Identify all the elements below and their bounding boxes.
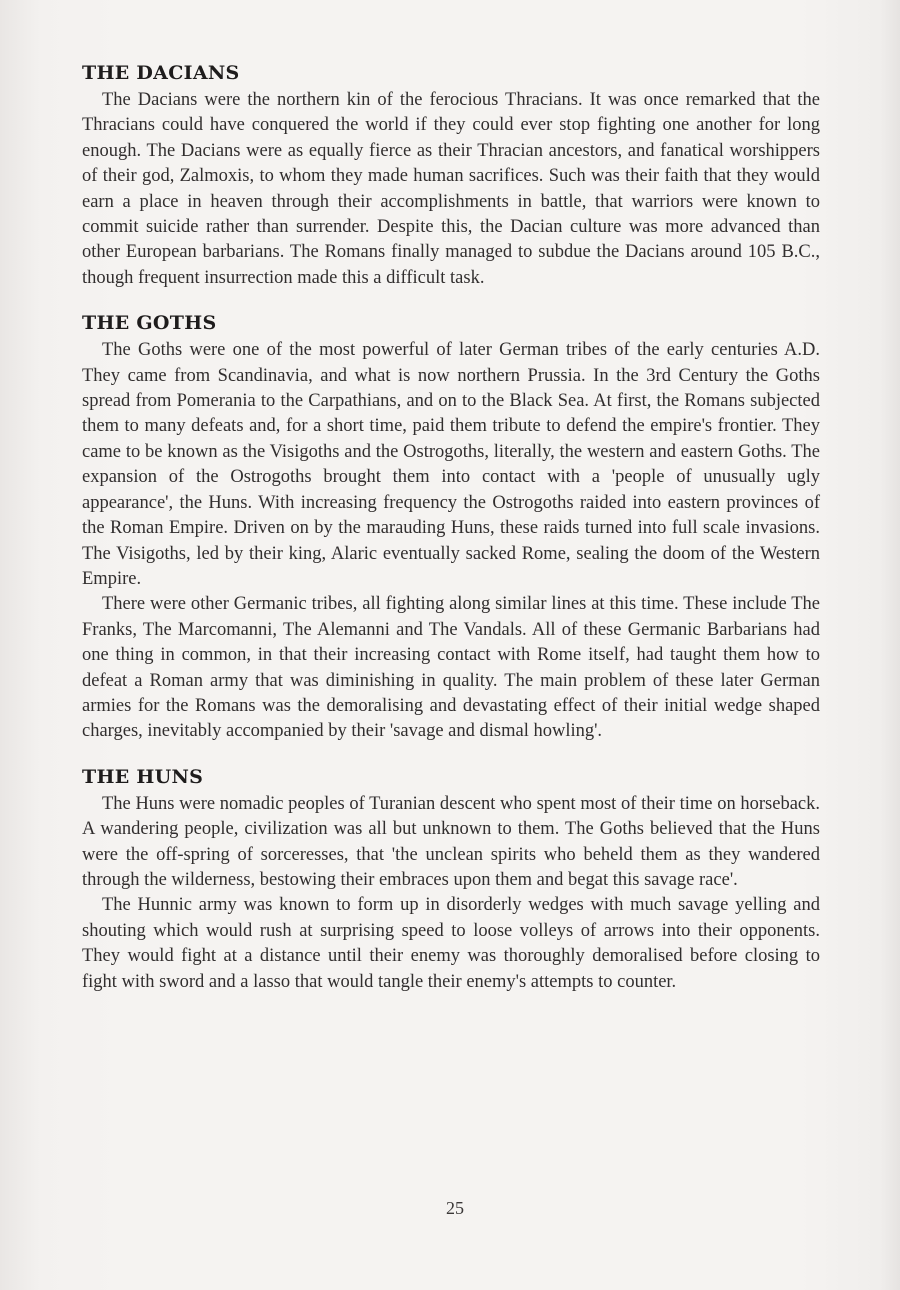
section-heading: THE DACIANS — [82, 62, 240, 84]
paragraph: The Dacians were the northern kin of the ferocious Thracians. It was once remarked that the Thracians could have conquered the world if they could ever stop fighting one another for long enough. The Dacians were as equally fierce as their Thracian ancestors, and fanatical worshippers of their god, Zalmoxis, to whom they made human sacrifices. Such was their faith that they would earn a place in heaven through their accomplishments in battle, that warriors were known to commit suicide rather than surrender. Despite this, the Dacian culture was more advanced than other European barbarians. The Romans finally managed to subdue the Dacians around 105 B.C., though frequent insurrection made this a difficult task. — [82, 90, 820, 288]
section-goths — [82, 310, 820, 745]
paragraph: The Huns were nomadic peoples of Turanian descent who spent most of their time on horseback. A wandering people, civilization was all but unknown to them. The Goths believed that the Huns were the off-spring of sorceresses, that 'the unclean spirits who beheld them as they wandered through the wilderness, bestowing their embraces upon them and begat this savage race'. — [82, 793, 820, 890]
section-dacians — [82, 60, 820, 291]
section-heading: THE HUNS — [82, 765, 204, 788]
page-number: 25 — [446, 1198, 464, 1218]
paragraph: There were other Germanic tribes, all fighting along similar lines at this time. These include The Franks, The Marcomanni, The Alemanni and The Vandals. All of these Germanic Barbarians had one thing in common, in that their increasing contact with Rome itself, had taught them how to defeat a Roman army that was diminishing in quality. The main problem of these later German armies for the Romans was the demoralising and devastating effect of their initial wedge shaped charges, inevitably accompanied by their 'savage and dismal howling'. — [82, 594, 820, 742]
section-heading: THE GOTHS — [82, 312, 217, 335]
page-content — [82, 60, 820, 1014]
paragraph: The Goths were one of the most powerful of later German tribes of the early centuries A.D. They came from Scandinavia, and what is now northern Prussia. In the 3rd Century the Goths spread from Pomerania to the Carpathians, and on to the Black Sea. At first, the Romans subjected them to many defeats and, for a short time, paid them tribute to defend the empire's frontier. They came to be known as the Visigoths and the Ostrogoths, literally, the western and eastern Goths. The expansion of the Ostrogoths brought them into contact with a 'people of unusually ugly appearance', the Huns. With increasing frequency the Ostrogoths raided into eastern provinces of the Roman Empire. Driven on by the marauding Huns, these raids turned into full scale invasions. The Visigoths, led by their king, Alaric eventually sacked Rome, sealing the doom of the Western Empire. — [82, 340, 820, 589]
paragraph: The Hunnic army was known to form up in disorderly wedges with much savage yelling and shouting which would rush at surprising speed to loose volleys of arrows into their opponents. They would fight at a distance until their enemy was thoroughly demoralised before closing to fight with sword and a lasso that would tangle their enemy's attempts to counter. — [82, 895, 820, 992]
section-huns — [82, 764, 820, 995]
